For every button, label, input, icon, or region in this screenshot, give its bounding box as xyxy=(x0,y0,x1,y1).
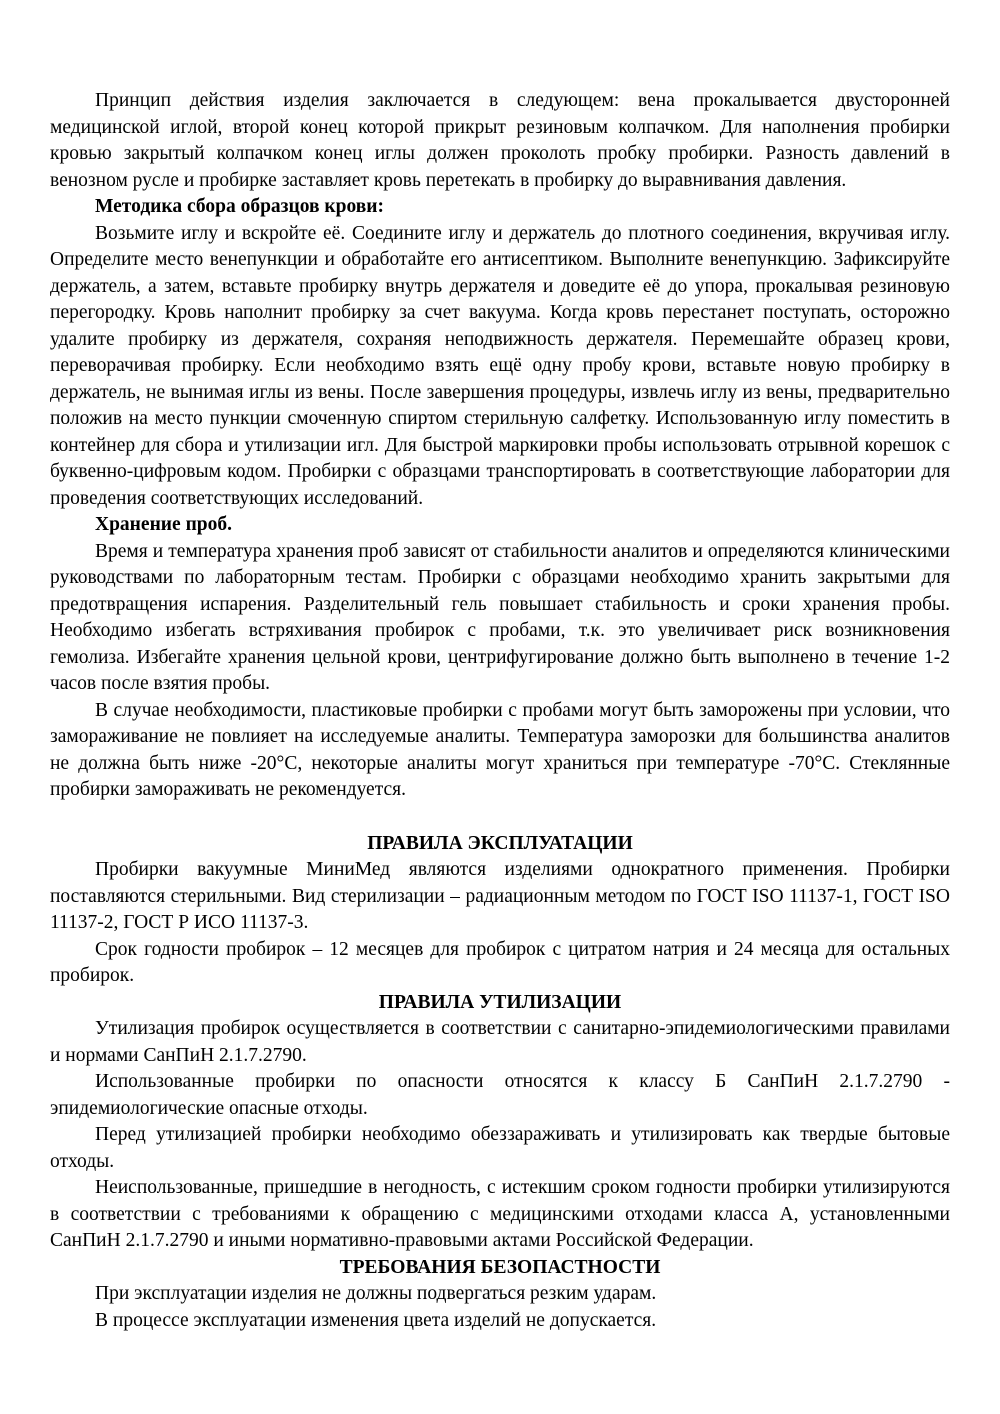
paragraph-operating-principle: Принцип действия изделия заключается в следующем: вена прокалывается двусторонней медицинской иглой, второй конец которой прикрыт резиновым колпачком. Для наполнения пробирки кровью закрытый колпачком конец иглы должен проколоть пробку пробирки. Разность давлений в венозном русле и пробирке заставляет кровь перетекать в пробирку до выравнивания давления. xyxy=(50,90,950,191)
paragraph-storage-conditions: Время и температура хранения проб зависят от стабильности аналитов и определяются клиническими руководствами по лабораторным тестам. Пробирки с образцами необходимо хранить закрытыми для предотвращения испарения. Разделительный гель повышает стабильность и сроки хранения пробы. Необходимо избегать встряхивания пробирок с пробами, т.к. это увеличивает риск возникновения гемолиза. Избегайте хранения цельной крови, центрифугирование должно быть выполнено в течение 1-2 часов после взятия пробы. xyxy=(50,540,950,694)
paragraph-no-sharp-impacts: При эксплуатации изделия не должны подвергаться резким ударам. xyxy=(95,1283,657,1304)
subheading-sample-storage: Хранение проб. xyxy=(95,514,233,535)
paragraph-hazard-class: Использованные пробирки по опасности относятся к классу Б СанПиН 2.1.7.2790 - эпидемиологические опасные отходы. xyxy=(50,1071,950,1119)
paragraph-freezing-conditions: В случае необходимости, пластиковые пробирки с пробами могут быть заморожены при условии, что замораживание не повлияет на исследуемые аналиты. Температура заморозки для большинства аналитов не должна быть ниже -20°С, некоторые аналиты могут храниться при температуре -70°С. Стеклянные пробирки замораживать не рекомендуется. xyxy=(50,699,950,800)
subheading-blood-sample-collection-method: Методика сбора образцов крови: xyxy=(95,196,385,217)
section-heading-safety-requirements: ТРЕБОВАНИЯ БЕЗОПАСТНОСТИ xyxy=(339,1256,661,1278)
paragraph-unused-tubes-disposal: Неиспользованные, пришедшие в негодность, с истекшим сроком годности пробирки утилизируются в соответствии с требованиями к обращению с медицинскими отходами класса А, установленными СанПиН 2.1.7.2790 и иными нормативно-правовыми актами Российской Федерации. xyxy=(50,1177,950,1251)
paragraph-single-use-sterilization: Пробирки вакуумные МиниМед являются изделиями однократного применения. Пробирки поставляются стерильными. Вид стерилизации – радиационным методом по ГОСТ ISO 11137-1, ГОСТ ISO 11137-2, ГОСТ Р ИСО 11137-3. xyxy=(50,859,950,933)
paragraph-disposal-regulations: Утилизация пробирок осуществляется в соответствии с санитарно-эпидемиологическими правилами и нормами СанПиН 2.1.7.2790. xyxy=(50,1018,950,1066)
paragraph-collection-procedure: Возьмите иглу и вскройте её. Соедините иглу и держатель до плотного соединения, вкручивая иглу. Определите место венепункции и обработайте его антисептиком. Выполните венепункцию. Зафиксируйте держатель, а затем, вставьте пробирку внутрь держателя и доведите её до упора, прокалывая резиновую перегородку. Кровь наполнит пробирку за счет вакуума. Когда кровь перестанет поступать, осторожно удалите пробирку из держателя, сохраняя неподвижность держателя. Перемешайте образец крови, переворачивая пробирку. Если необходимо взять ещё одну пробу крови, вставьте новую пробирку в держатель, не вынимая иглы из вены. После завершения процедуры, извлечь иглу из вены, предварительно положив на место пункции смоченную спиртом стерильную салфетку. Использованную иглу поместить в контейнер для сбора и утилизации игл. Для быстрой маркировки пробы использовать отрывной корешок с буквенно-цифровым кодом. Пробирки с образцами транспортировать в соответствующие лаборатории для проведения соответствующих исследований. xyxy=(50,222,950,509)
paragraph-decontamination: Перед утилизацией пробирки необходимо обеззараживать и утилизировать как твердые бытовые отходы. xyxy=(50,1124,950,1172)
paragraph-shelf-life: Срок годности пробирок – 12 месяцев для пробирок с цитратом натрия и 24 месяца для остальных пробирок. xyxy=(50,938,950,986)
paragraph-no-color-change: В процессе эксплуатации изменения цвета изделий не допускается. xyxy=(95,1309,657,1331)
section-heading-operation-rules: ПРАВИЛА ЭКСПЛУАТАЦИИ xyxy=(367,832,633,854)
section-heading-disposal-rules: ПРАВИЛА УТИЛИЗАЦИИ xyxy=(378,991,622,1013)
